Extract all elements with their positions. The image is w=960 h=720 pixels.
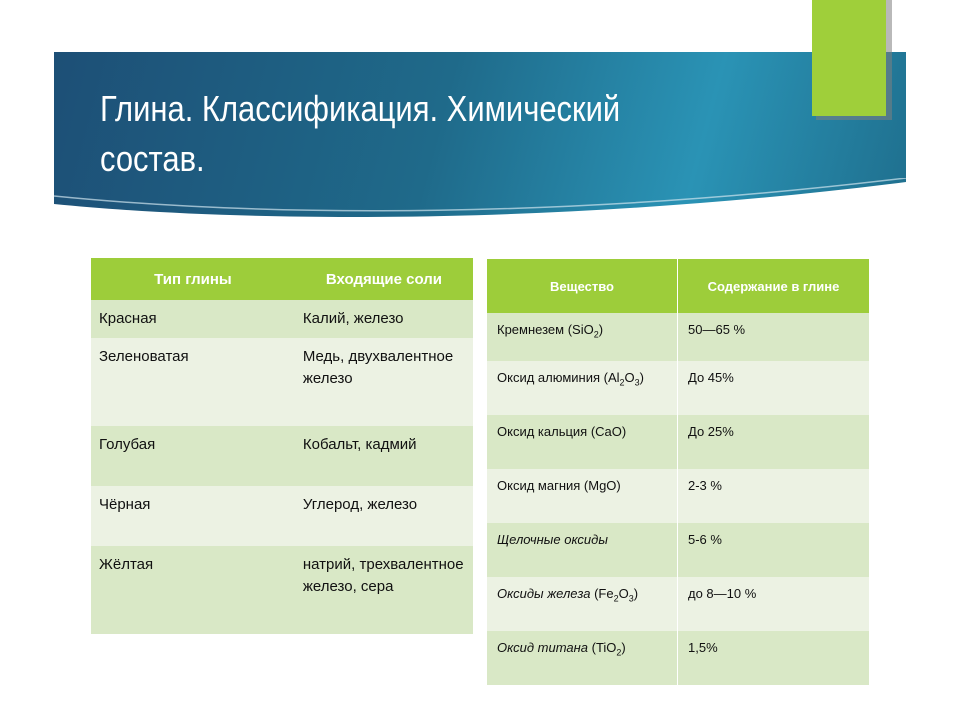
clay-type-cell: Голубая	[91, 426, 295, 486]
salts-cell: Кобальт, кадмий	[295, 426, 473, 486]
table-row	[91, 486, 473, 546]
table-row	[91, 300, 473, 338]
substance-cell: Кремнезем (SiO$_2$)	[487, 313, 678, 361]
clay-type-cell: Жёлтая	[91, 546, 295, 634]
slide-title-line1: Глина. Классификация. Химический	[100, 88, 621, 129]
table-row	[487, 361, 870, 415]
content-cell: 5-6 %	[678, 523, 870, 577]
salts-cell: Медь, двухвалентное железо	[295, 338, 473, 426]
table-row	[487, 313, 870, 361]
salts-cell: натрий, трехвалентное железо, сера	[295, 546, 473, 634]
table-row	[487, 523, 870, 577]
column-header-salts: Входящие соли	[295, 258, 473, 300]
banner-wave-decoration	[54, 178, 906, 220]
table-row	[487, 415, 870, 469]
salts-cell: Калий, железо	[295, 300, 473, 338]
table-row	[487, 577, 870, 631]
salts-cell: Углерод, железо	[295, 486, 473, 546]
column-header-content: Содержание в глине	[678, 259, 870, 313]
clay-type-cell: Зеленоватая	[91, 338, 295, 426]
clay-type-cell: Чёрная	[91, 486, 295, 546]
column-header-clay-type: Тип глины	[91, 258, 295, 300]
accent-block	[812, 0, 886, 116]
substance-cell: Оксид кальция (CaO)	[487, 415, 678, 469]
content-cell: До 25%	[678, 415, 870, 469]
chemical-composition-table	[487, 259, 870, 685]
content-cell: До 45%	[678, 361, 870, 415]
clay-type-cell: Красная	[91, 300, 295, 338]
substance-cell: Оксид магния (MgO)	[487, 469, 678, 523]
content-cell: 1,5%	[678, 631, 870, 685]
slide-title	[100, 84, 702, 184]
content-cell: 50—65 %	[678, 313, 870, 361]
substance-cell: Оксиды железа $(Fe_2O_3)$	[487, 577, 678, 631]
substance-cell: Щелочные оксиды	[487, 523, 678, 577]
table-row	[487, 469, 870, 523]
clay-type-table	[91, 258, 473, 634]
table-row	[487, 631, 870, 685]
slide-title-line2: состав.	[100, 138, 205, 179]
table-row	[91, 546, 473, 634]
content-cell: 2-3 %	[678, 469, 870, 523]
table-row	[91, 426, 473, 486]
substance-cell: Оксид алюминия $(Al_2O_3)$	[487, 361, 678, 415]
substance-cell: Оксид титана (TiO$_2$)	[487, 631, 678, 685]
column-header-substance: Вещество	[487, 259, 678, 313]
table-row	[91, 338, 473, 426]
content-cell: до 8—10 %	[678, 577, 870, 631]
